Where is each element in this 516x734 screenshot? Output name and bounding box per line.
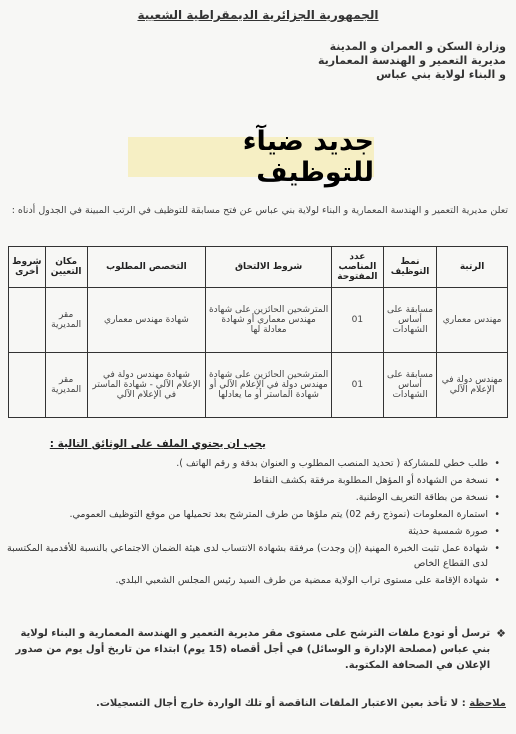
diamond-bullet-icon: ❖ (496, 627, 506, 640)
cell-grade: مهندس معماري (437, 288, 508, 353)
table-row (9, 353, 508, 418)
ministry-block (318, 40, 506, 82)
cell-specialty: شهادة مهندس دولة في الإعلام الآلي - شهادة الماستر في الإعلام الآلي (87, 353, 206, 418)
list-item: • استمارة المعلومات (نموذج رقم 02) يتم ملؤها من طرف المترشح بعد تحميلها من موقع التوظيف العمومي. (0, 507, 488, 522)
cell-location: مقر المديرية (45, 353, 87, 418)
table-row (9, 288, 508, 353)
cell-grade: مهندس دولة في الإعلام الآلي (437, 353, 508, 418)
watermark-banner: جديد ضيآء للتوظيف (128, 137, 374, 177)
cell-requirements: المترشحين الحائزين على شهادة مهندس معماري أو شهادة معادلة لها (206, 288, 332, 353)
list-item: • صورة شمسية حديثة (0, 524, 488, 539)
cell-other-conditions (9, 288, 46, 353)
cell-location: مقر المديرية (45, 288, 87, 353)
list-item: • طلب خطي للمشاركة ( تحديد المنصب المطلوب و العنوان بدقة و رقم الهاتف ). (0, 456, 488, 471)
header-requirements: شروط الالتحاق (206, 247, 332, 288)
cell-specialty: شهادة مهندس معماري (87, 288, 206, 353)
ministry-line: مديرية التعمير و الهندسة المعمارية (317, 54, 506, 67)
positions-table (8, 246, 508, 418)
list-item: • نسخة من بطاقة التعريف الوطنية. (0, 490, 488, 505)
submission-paragraph (10, 626, 506, 674)
table-header-row (9, 247, 508, 288)
header-grade: الرتبة (437, 247, 508, 288)
list-item: • شهادة الإقامة على مستوى تراب الولاية ممضية من طرف السيد رئيس المجلس الشعبي البلدي. (0, 573, 488, 588)
header-open-posts: عدد المناصب المفتوحة (331, 247, 383, 288)
header-recruitment-mode: نمط التوظيف (383, 247, 436, 288)
cell-other-conditions (9, 353, 46, 418)
intro-paragraph: تعلن مديرية التعمير و الهندسة المعمارية و البناء لولاية بني عباس عن فتح مسابقة للتوظيف في الرتب المبينة في الجدول أدناه : (11, 205, 508, 216)
header-other-conditions: شروط أخرى (9, 247, 46, 288)
list-item: • شهادة عمل تثبت الخبرة المهنية (إن وجدت) مرفقة بشهادة الانتساب لدى هيئة الضمان الاجتماعي بالنسبة للأقدمية المكتسبة لدى القطاع الخاص (0, 541, 488, 571)
cell-open-posts: 01 (331, 288, 383, 353)
note-label: ملاحظة (469, 698, 506, 709)
list-item: • نسخة من الشهادة أو المؤهل المطلوبة مرفقة بكشف النقاط (0, 473, 488, 488)
cell-recruitment-mode: مسابقة على أساس الشهادات (383, 288, 436, 353)
submission-text: ترسل أو تودع ملفات الترشح على مستوى مقر مديرية التعمير و الهندسة المعمارية و البناء لولاية بني عباس (مصلحة الإدارة و الوسائل) في أجل أقصاه (15 يوم) ابتداء من تاريخ أول يوم من صدور الإعلان في الصحافة المكتوبة. (15, 628, 491, 671)
republic-title: الجمهورية الجزائرية الديمقراطية الشعبية (137, 8, 379, 22)
header-location: مكان التعيين (45, 247, 87, 288)
cell-open-posts: 01 (331, 353, 383, 418)
cell-recruitment-mode: مسابقة على أساس الشهادات (383, 353, 436, 418)
documents-list (0, 456, 504, 590)
cell-requirements: المترشحين الحائزين على شهادة مهندس دولة في الإعلام الآلي أو شهادة الماستر أو ما يعادلها (206, 353, 332, 418)
ministry-line: و البناء لولاية بني عباس (376, 68, 506, 81)
header-specialty: التخصص المطلوب (87, 247, 206, 288)
ministry-line: وزارة السكن و العمران و المدينة (329, 40, 506, 53)
note-block (10, 698, 506, 709)
documents-heading: يجب ان يحتوي الملف على الوثائق التالية : (49, 438, 266, 450)
note-text: : لا تأخذ بعين الاعتبار الملفات الناقصة أو تلك الواردة خارج أجال التسجيلات. (96, 698, 466, 709)
